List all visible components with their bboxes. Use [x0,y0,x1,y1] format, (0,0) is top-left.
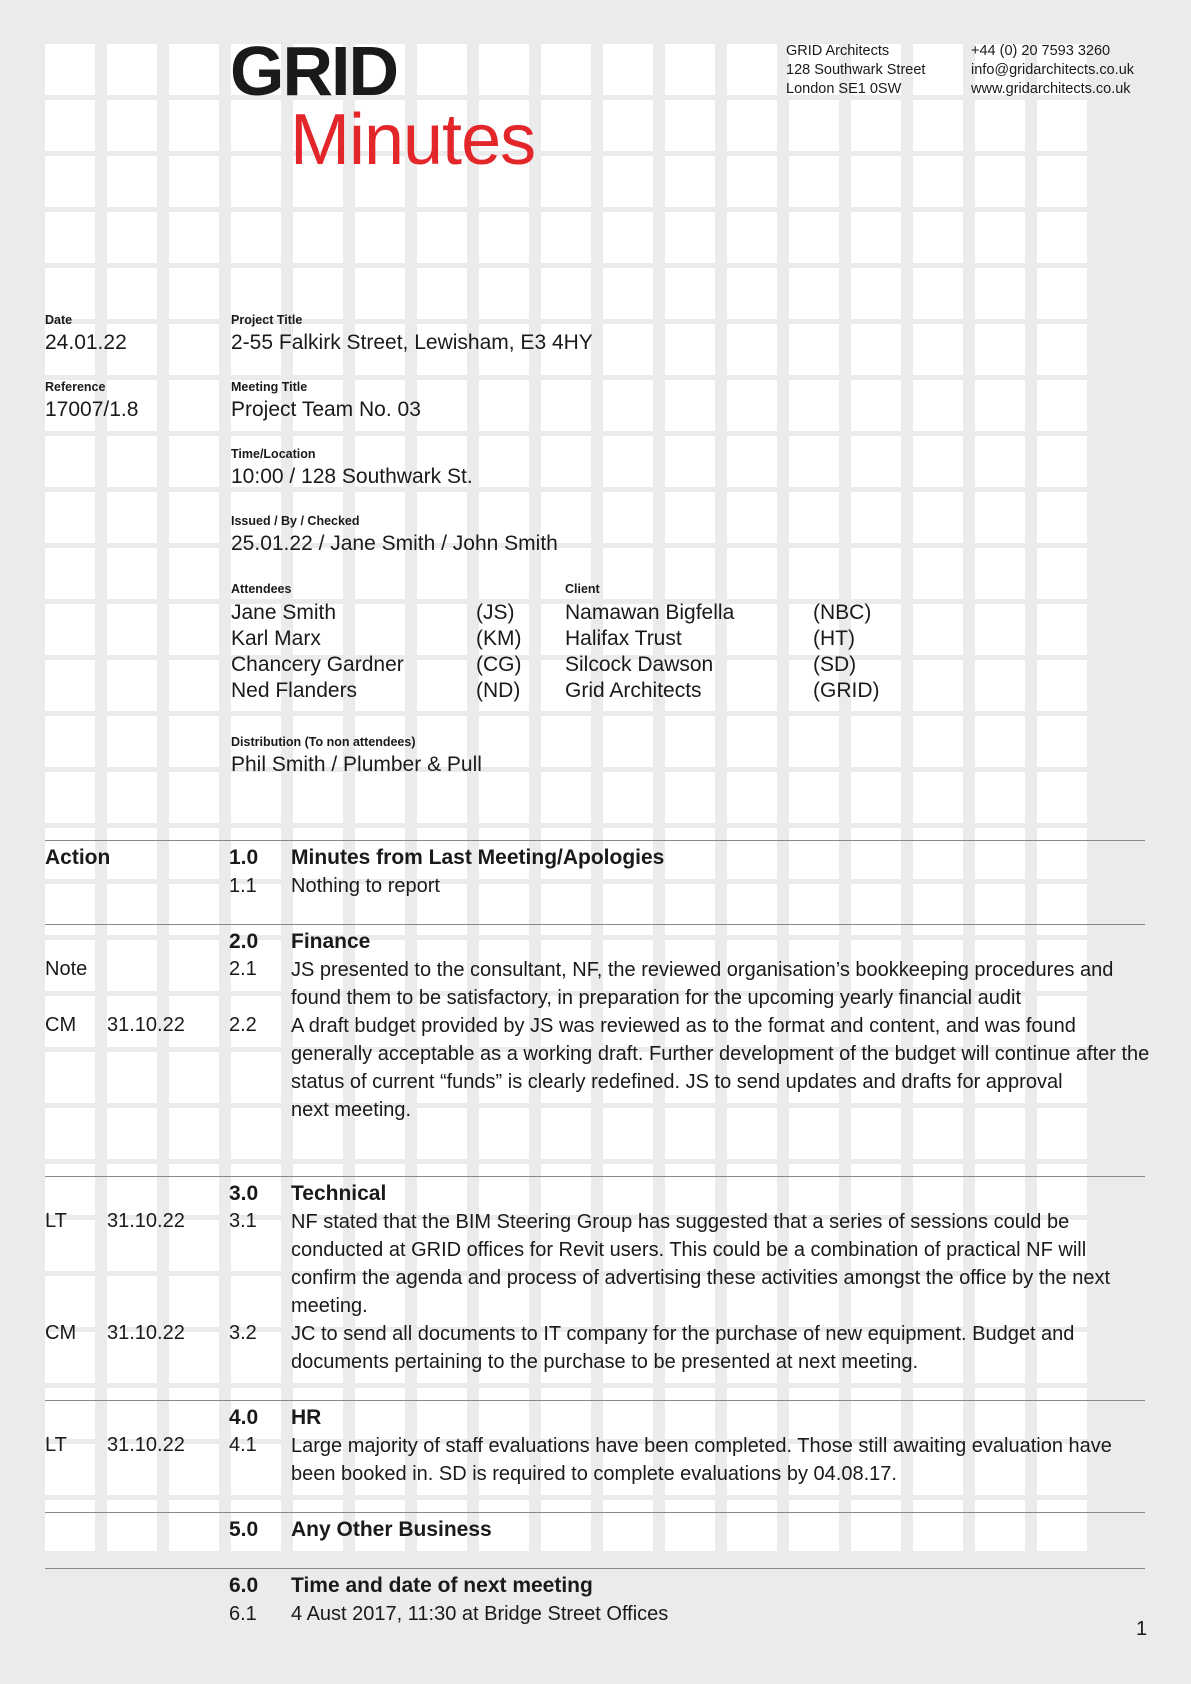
item-text: JC to send all documents to IT company for the purchase of new equipment. Budget and documents pertaining to the purchase to be presented at next meeting. [291,1323,1075,1373]
section-divider [45,924,1145,925]
item-number: 2.1 [229,958,257,980]
attendee-name: Ned Flanders [231,679,358,702]
client-name: Halifax Trust [565,627,682,650]
client-code: (HT) [813,627,855,650]
section-title: Minutes from Last Meeting/Apologies [291,846,665,869]
item-due-date: 31.10.22 [107,1210,185,1232]
meeting-title-value: Project Team No. 03 [231,398,421,421]
reference-value: 17007/1.8 [45,398,139,421]
item-text-line: A draft budget provided by JS was reviewed as to the format and content, and was found generally acceptable as a working draft. Further development of the budget will continue after the status of current “funds” is clearly redefined. JS to send updates and drafts for approval [291,1015,1150,1093]
reference-label: Reference [45,380,106,394]
client-name: Grid Architects [565,679,702,702]
section-title: HR [291,1406,322,1429]
attendees-label: Attendees [231,582,292,596]
item-number: 3.2 [229,1322,257,1344]
attendees-names [231,600,404,704]
company-address [786,42,925,99]
client-names [565,600,734,704]
client-code: (NBC) [813,601,872,624]
section-number: 4.0 [229,1406,259,1429]
client-codes [813,600,880,704]
client-code: (SD) [813,653,857,676]
item-number: 2.2 [229,1014,257,1036]
company-name: GRID Architects [786,43,890,59]
logo-minutes-title: Minutes [290,100,536,180]
item-number: 6.1 [229,1603,257,1625]
project-title-label: Project Title [231,313,303,327]
item-action: Note [45,958,88,980]
item-number: 1.1 [229,875,257,897]
item-text: Nothing to report [291,875,440,897]
item-text: JS presented to the consultant, NF, the reviewed organisation’s bookkeeping procedures and found them to be satisfactory, in preparation for the upcoming yearly financial audit [291,959,1114,1009]
section-number: 6.0 [229,1574,259,1597]
section-title: Time and date of next meeting [291,1574,593,1597]
item-number: 4.1 [229,1434,257,1456]
issued-value: 25.01.22 / Jane Smith / John Smith [231,532,558,555]
company-city: London SE1 0SW [786,81,902,97]
issued-label: Issued / By / Checked [231,514,360,528]
client-name: Silcock Dawson [565,653,714,676]
section-number: 5.0 [229,1518,259,1541]
item-due-date: 31.10.22 [107,1322,185,1344]
attendee-code: (ND) [476,679,521,702]
company-contact [971,42,1134,99]
time-location-value: 10:00 / 128 Southwark St. [231,465,473,488]
action-column-label: Action [45,846,111,869]
meeting-title-label: Meeting Title [231,380,308,394]
project-title-value: 2-55 Falkirk Street, Lewisham, E3 4HY [231,331,593,354]
distribution-label: Distribution (To non attendees) [231,735,416,749]
company-street: 128 Southwark Street [786,62,926,78]
attendee-code: (JS) [476,601,515,624]
item-action: CM [45,1322,77,1344]
item-text: NF stated that the BIM Steering Group has suggested that a series of sessions could be conducted at GRID offices for Revit users. This could be a combination of practical NF will confirm the agenda and process of advertising these activities amongst the office by the next meeting. [291,1211,1110,1317]
item-action: CM [45,1014,77,1036]
item-text: 4 Aust 2017, 11:30 at Bridge Street Offices [291,1603,669,1625]
section-number: 2.0 [229,930,259,953]
attendees-codes [476,600,522,704]
page-number: 1 [1136,1618,1148,1640]
section-title: Any Other Business [291,1518,492,1541]
section-divider [45,840,1145,841]
item-number: 3.1 [229,1210,257,1232]
time-location-label: Time/Location [231,447,316,461]
item-action: LT [45,1434,67,1456]
item-text: Large majority of staff evaluations have been completed. Those still awaiting evaluation have been booked in. SD is required to complete evaluations by 04.08.17. [291,1435,1112,1485]
section-divider [45,1568,1145,1569]
item-due-date: 31.10.22 [107,1014,185,1036]
item-text-line: next meeting. [291,1099,412,1121]
attendee-code: (CG) [476,653,522,676]
client-name: Namawan Bigfella [565,601,735,624]
company-phone: +44 (0) 20 7593 3260 [971,43,1111,59]
section-number: 3.0 [229,1182,259,1205]
client-label: Client [565,582,600,596]
company-website: www.gridarchitects.co.uk [971,81,1131,97]
attendee-name: Chancery Gardner [231,653,404,676]
item-due-date: 31.10.22 [107,1434,185,1456]
item-action: LT [45,1210,67,1232]
date-label: Date [45,313,73,327]
attendee-code: (KM) [476,627,522,650]
client-code: (GRID) [813,679,880,702]
distribution-value: Phil Smith / Plumber & Pull [231,753,482,776]
company-email: info@gridarchitects.co.uk [971,62,1135,78]
item-text [291,1012,1151,1124]
section-title: Finance [291,930,371,953]
section-title: Technical [291,1182,387,1205]
section-divider [45,1176,1145,1177]
date-value: 24.01.22 [45,331,127,354]
logo-grid: GRID [230,32,397,110]
section-number: 1.0 [229,846,259,869]
section-divider [45,1400,1145,1401]
attendee-name: Karl Marx [231,627,321,650]
attendee-name: Jane Smith [231,601,337,624]
section-divider [45,1512,1145,1513]
